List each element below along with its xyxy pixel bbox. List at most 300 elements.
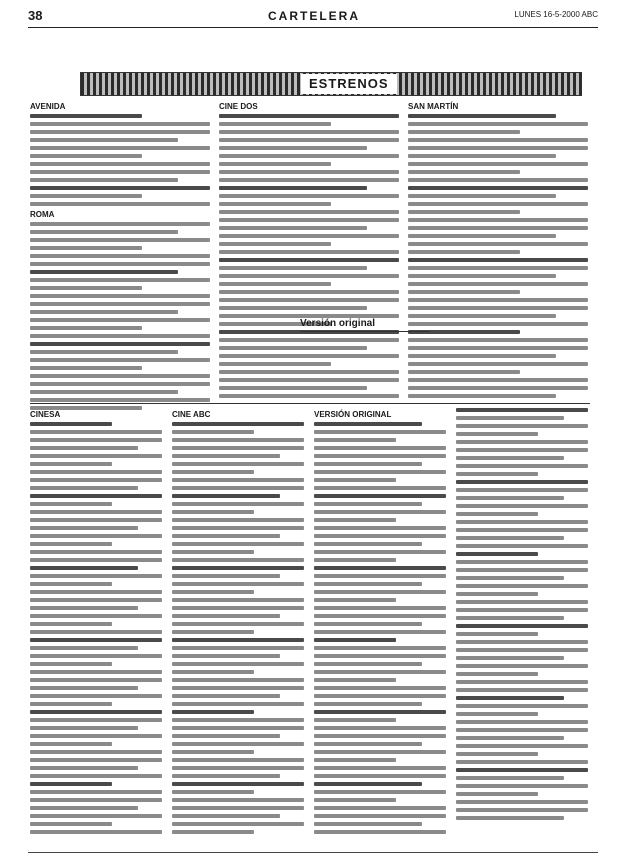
text-line xyxy=(456,664,588,668)
text-line xyxy=(219,306,367,310)
text-line xyxy=(408,122,588,126)
text-line xyxy=(172,686,304,690)
text-line xyxy=(30,566,138,570)
text-line xyxy=(30,230,178,234)
text-line xyxy=(172,630,254,634)
text-line xyxy=(30,286,142,290)
text-line xyxy=(172,478,304,482)
section-title: CARTELERA xyxy=(268,9,360,23)
text-line xyxy=(456,592,538,596)
text-line xyxy=(219,154,399,158)
listing-column xyxy=(314,408,446,838)
text-line xyxy=(30,534,162,538)
listing-column xyxy=(456,408,588,824)
text-line xyxy=(172,558,304,562)
text-line xyxy=(172,606,304,610)
text-line xyxy=(172,598,304,602)
text-line xyxy=(456,600,588,604)
text-line xyxy=(30,574,162,578)
text-line xyxy=(408,130,520,134)
text-line xyxy=(314,758,396,762)
text-line xyxy=(456,424,588,428)
upper-listings xyxy=(30,100,588,400)
text-line xyxy=(408,338,588,342)
text-line xyxy=(408,394,556,398)
text-line xyxy=(314,654,446,658)
banner-title: ESTRENOS xyxy=(301,74,397,94)
text-line xyxy=(314,750,446,754)
text-line xyxy=(456,488,588,492)
text-line xyxy=(456,432,538,436)
text-line xyxy=(314,718,396,722)
text-line xyxy=(30,614,162,618)
text-line xyxy=(172,774,280,778)
text-line xyxy=(456,568,588,572)
text-line xyxy=(30,334,210,338)
text-line xyxy=(30,302,210,306)
text-line xyxy=(314,526,446,530)
text-line xyxy=(314,742,422,746)
text-line xyxy=(219,122,331,126)
text-line xyxy=(30,582,112,586)
text-line xyxy=(172,622,304,626)
text-line xyxy=(172,542,304,546)
text-line xyxy=(172,518,304,522)
text-line xyxy=(456,472,538,476)
text-line xyxy=(172,590,254,594)
text-line xyxy=(408,170,520,174)
text-line xyxy=(408,298,588,302)
text-line xyxy=(172,502,304,506)
footer-rule xyxy=(28,852,598,853)
text-line xyxy=(30,766,138,770)
text-line xyxy=(172,446,304,450)
text-line xyxy=(30,542,112,546)
text-line xyxy=(30,374,210,378)
section-separator xyxy=(30,403,590,404)
cinema-name: CINE ABC xyxy=(172,410,211,419)
text-line xyxy=(172,550,254,554)
text-line xyxy=(456,456,564,460)
text-line xyxy=(172,718,304,722)
text-line xyxy=(219,114,399,118)
text-line xyxy=(172,646,304,650)
listing-column xyxy=(219,100,399,402)
text-line xyxy=(172,758,304,762)
text-line xyxy=(219,138,399,142)
text-line xyxy=(408,234,556,238)
text-line xyxy=(172,790,254,794)
text-line xyxy=(456,496,564,500)
text-line xyxy=(219,354,399,358)
cinema-name: SAN MARTÍN xyxy=(408,102,459,111)
text-line xyxy=(314,422,422,426)
text-line xyxy=(30,130,210,134)
text-line xyxy=(172,662,304,666)
listing-column xyxy=(408,100,588,402)
text-line xyxy=(314,630,446,634)
text-line xyxy=(456,512,538,516)
text-line xyxy=(456,464,588,468)
text-line xyxy=(219,162,331,166)
text-line xyxy=(408,322,588,326)
text-line xyxy=(408,386,588,390)
text-line xyxy=(456,416,564,420)
text-line xyxy=(408,162,588,166)
text-line xyxy=(172,710,254,714)
text-line xyxy=(172,510,254,514)
text-line xyxy=(172,670,254,674)
text-line xyxy=(314,582,422,586)
text-line xyxy=(30,702,112,706)
text-line xyxy=(172,734,280,738)
text-line xyxy=(219,378,399,382)
text-line xyxy=(456,536,564,540)
text-line xyxy=(30,122,210,126)
text-line xyxy=(314,678,396,682)
listing-column xyxy=(172,408,304,838)
version-original-title: Versión original xyxy=(300,318,430,332)
text-line xyxy=(219,226,367,230)
text-line xyxy=(30,146,210,150)
text-line xyxy=(30,494,162,498)
text-line xyxy=(456,784,588,788)
text-line xyxy=(30,678,162,682)
text-line xyxy=(408,186,588,190)
text-line xyxy=(219,362,331,366)
text-line xyxy=(456,528,588,532)
text-line xyxy=(219,218,399,222)
text-line xyxy=(408,194,556,198)
text-line xyxy=(408,314,556,318)
text-line xyxy=(219,130,399,134)
text-line xyxy=(219,170,399,174)
text-line xyxy=(172,438,304,442)
text-line xyxy=(219,282,331,286)
text-line xyxy=(408,258,588,262)
text-line xyxy=(314,606,446,610)
text-line xyxy=(456,776,564,780)
text-line xyxy=(314,518,396,522)
text-line xyxy=(314,542,422,546)
text-line xyxy=(314,798,396,802)
text-line xyxy=(172,766,304,770)
text-line xyxy=(30,294,210,298)
text-line xyxy=(172,638,304,642)
text-line xyxy=(314,782,422,786)
text-line xyxy=(314,646,446,650)
text-line xyxy=(30,526,138,530)
text-line xyxy=(408,370,520,374)
text-line xyxy=(219,194,399,198)
text-line xyxy=(30,318,210,322)
text-line xyxy=(219,346,367,350)
text-line xyxy=(172,750,254,754)
text-line xyxy=(30,342,210,346)
text-line xyxy=(172,654,280,658)
text-line xyxy=(172,806,304,810)
text-line xyxy=(314,774,446,778)
text-line xyxy=(30,186,210,190)
text-line xyxy=(456,720,588,724)
text-line xyxy=(314,734,446,738)
text-line xyxy=(456,656,564,660)
text-line xyxy=(30,790,162,794)
text-line xyxy=(30,382,210,386)
text-line xyxy=(30,550,162,554)
text-line xyxy=(314,590,446,594)
text-line xyxy=(219,210,399,214)
text-line xyxy=(30,254,210,258)
text-line xyxy=(30,646,138,650)
text-line xyxy=(408,250,520,254)
text-line xyxy=(30,638,162,642)
text-line xyxy=(456,640,588,644)
text-line xyxy=(172,822,304,826)
text-line xyxy=(172,814,280,818)
text-line xyxy=(456,688,588,692)
text-line xyxy=(30,662,112,666)
text-line xyxy=(314,806,446,810)
text-line xyxy=(314,790,446,794)
text-line xyxy=(30,170,210,174)
text-line xyxy=(172,486,304,490)
text-line xyxy=(30,686,138,690)
text-line xyxy=(456,704,588,708)
text-line xyxy=(219,178,399,182)
text-line xyxy=(30,154,142,158)
text-line xyxy=(30,742,112,746)
text-line xyxy=(456,448,588,452)
text-line xyxy=(30,694,162,698)
page-header xyxy=(28,6,598,28)
text-line xyxy=(30,830,162,834)
text-line xyxy=(456,504,588,508)
text-line xyxy=(456,544,588,548)
text-line xyxy=(408,354,556,358)
text-line xyxy=(172,566,304,570)
text-line xyxy=(30,654,162,658)
text-line xyxy=(172,726,304,730)
text-line xyxy=(30,606,138,610)
text-line xyxy=(456,576,564,580)
text-line xyxy=(30,178,178,182)
text-line xyxy=(172,742,304,746)
lower-listings xyxy=(30,408,588,848)
text-line xyxy=(30,162,210,166)
date-line: LUNES 16-5-2000 ABC xyxy=(514,10,598,19)
text-line xyxy=(314,710,446,714)
text-line xyxy=(30,510,162,514)
text-line xyxy=(314,486,446,490)
text-line xyxy=(30,238,210,242)
text-line xyxy=(314,614,446,618)
text-line xyxy=(30,518,162,522)
text-line xyxy=(30,138,178,142)
text-line xyxy=(456,736,564,740)
text-line xyxy=(314,510,446,514)
text-line xyxy=(456,760,588,764)
text-line xyxy=(219,274,399,278)
text-line xyxy=(314,462,422,466)
text-line xyxy=(408,178,588,182)
text-line xyxy=(172,574,280,578)
text-line xyxy=(172,694,280,698)
text-line xyxy=(408,274,556,278)
text-line xyxy=(456,624,588,628)
text-line xyxy=(30,358,210,362)
text-line xyxy=(408,218,588,222)
text-line xyxy=(314,566,446,570)
text-line xyxy=(30,558,162,562)
text-line xyxy=(456,744,588,748)
text-line xyxy=(219,386,367,390)
text-line xyxy=(172,582,304,586)
text-line xyxy=(456,408,588,412)
text-line xyxy=(172,462,304,466)
text-line xyxy=(408,290,520,294)
text-line xyxy=(314,574,446,578)
text-line xyxy=(30,630,162,634)
text-line xyxy=(30,114,142,118)
cinema-name: CINE DOS xyxy=(219,102,258,111)
text-line xyxy=(456,816,564,820)
cinema-name: AVENIDA xyxy=(30,102,66,111)
text-line xyxy=(30,782,112,786)
text-line xyxy=(456,712,538,716)
text-line xyxy=(314,446,446,450)
text-line xyxy=(408,210,520,214)
text-line xyxy=(314,494,446,498)
text-line xyxy=(172,830,254,834)
text-line xyxy=(219,234,399,238)
text-line xyxy=(314,478,396,482)
text-line xyxy=(219,250,399,254)
text-line xyxy=(456,768,588,772)
text-line xyxy=(408,242,588,246)
text-line xyxy=(456,584,588,588)
text-line xyxy=(456,800,588,804)
text-line xyxy=(30,270,178,274)
text-line xyxy=(408,114,556,118)
text-line xyxy=(456,560,588,564)
text-line xyxy=(172,678,304,682)
text-line xyxy=(314,550,446,554)
text-line xyxy=(172,430,254,434)
cinema-name: ROMA xyxy=(30,210,55,219)
text-line xyxy=(314,670,446,674)
header-rule xyxy=(28,27,598,28)
text-line xyxy=(219,298,399,302)
text-line xyxy=(219,290,399,294)
text-line xyxy=(314,470,446,474)
text-line xyxy=(30,310,178,314)
text-line xyxy=(30,326,142,330)
text-line xyxy=(30,734,162,738)
cinema-name: CINESA xyxy=(30,410,61,419)
text-line xyxy=(30,446,138,450)
text-line xyxy=(456,728,588,732)
section-banner xyxy=(80,72,582,96)
text-line xyxy=(172,534,280,538)
cinema-name: VERSIÓN ORIGINAL xyxy=(314,410,392,419)
text-line xyxy=(30,670,162,674)
text-line xyxy=(314,694,446,698)
text-line xyxy=(172,422,304,426)
text-line xyxy=(408,362,588,366)
text-line xyxy=(30,390,178,394)
text-line xyxy=(456,608,588,612)
text-line xyxy=(30,774,162,778)
text-line xyxy=(456,696,564,700)
text-line xyxy=(30,202,210,206)
text-line xyxy=(456,752,538,756)
text-line xyxy=(219,186,367,190)
text-line xyxy=(456,480,588,484)
text-line xyxy=(314,726,446,730)
text-line xyxy=(30,750,162,754)
text-line xyxy=(456,672,538,676)
text-line xyxy=(30,366,142,370)
text-line xyxy=(408,378,588,382)
text-line xyxy=(30,422,112,426)
text-line xyxy=(314,502,422,506)
text-line xyxy=(30,278,210,282)
text-line xyxy=(30,194,142,198)
text-line xyxy=(456,808,588,812)
text-line xyxy=(456,520,588,524)
text-line xyxy=(408,146,588,150)
text-line xyxy=(30,806,138,810)
text-line xyxy=(172,702,304,706)
text-line xyxy=(172,470,254,474)
text-line xyxy=(456,440,588,444)
text-line xyxy=(172,798,304,802)
text-line xyxy=(314,622,422,626)
text-line xyxy=(314,638,396,642)
text-line xyxy=(314,454,446,458)
text-line xyxy=(219,258,399,262)
listing-column xyxy=(30,408,162,838)
text-line xyxy=(219,146,367,150)
text-line xyxy=(30,470,162,474)
text-line xyxy=(30,454,162,458)
text-line xyxy=(30,590,162,594)
text-line xyxy=(314,822,422,826)
text-line xyxy=(30,462,112,466)
text-line xyxy=(30,222,210,226)
text-line xyxy=(172,454,280,458)
text-line xyxy=(408,202,588,206)
text-line xyxy=(30,822,112,826)
text-line xyxy=(314,438,396,442)
text-line xyxy=(314,534,446,538)
text-line xyxy=(456,648,588,652)
text-line xyxy=(30,814,162,818)
text-line xyxy=(314,830,446,834)
text-line xyxy=(408,138,588,142)
text-line xyxy=(30,486,138,490)
text-line xyxy=(314,766,446,770)
text-line xyxy=(408,226,588,230)
page-number: 38 xyxy=(28,8,43,23)
text-line xyxy=(314,662,422,666)
text-line xyxy=(30,726,138,730)
text-line xyxy=(30,478,162,482)
text-line xyxy=(408,154,556,158)
text-line xyxy=(30,758,162,762)
text-line xyxy=(408,346,588,350)
